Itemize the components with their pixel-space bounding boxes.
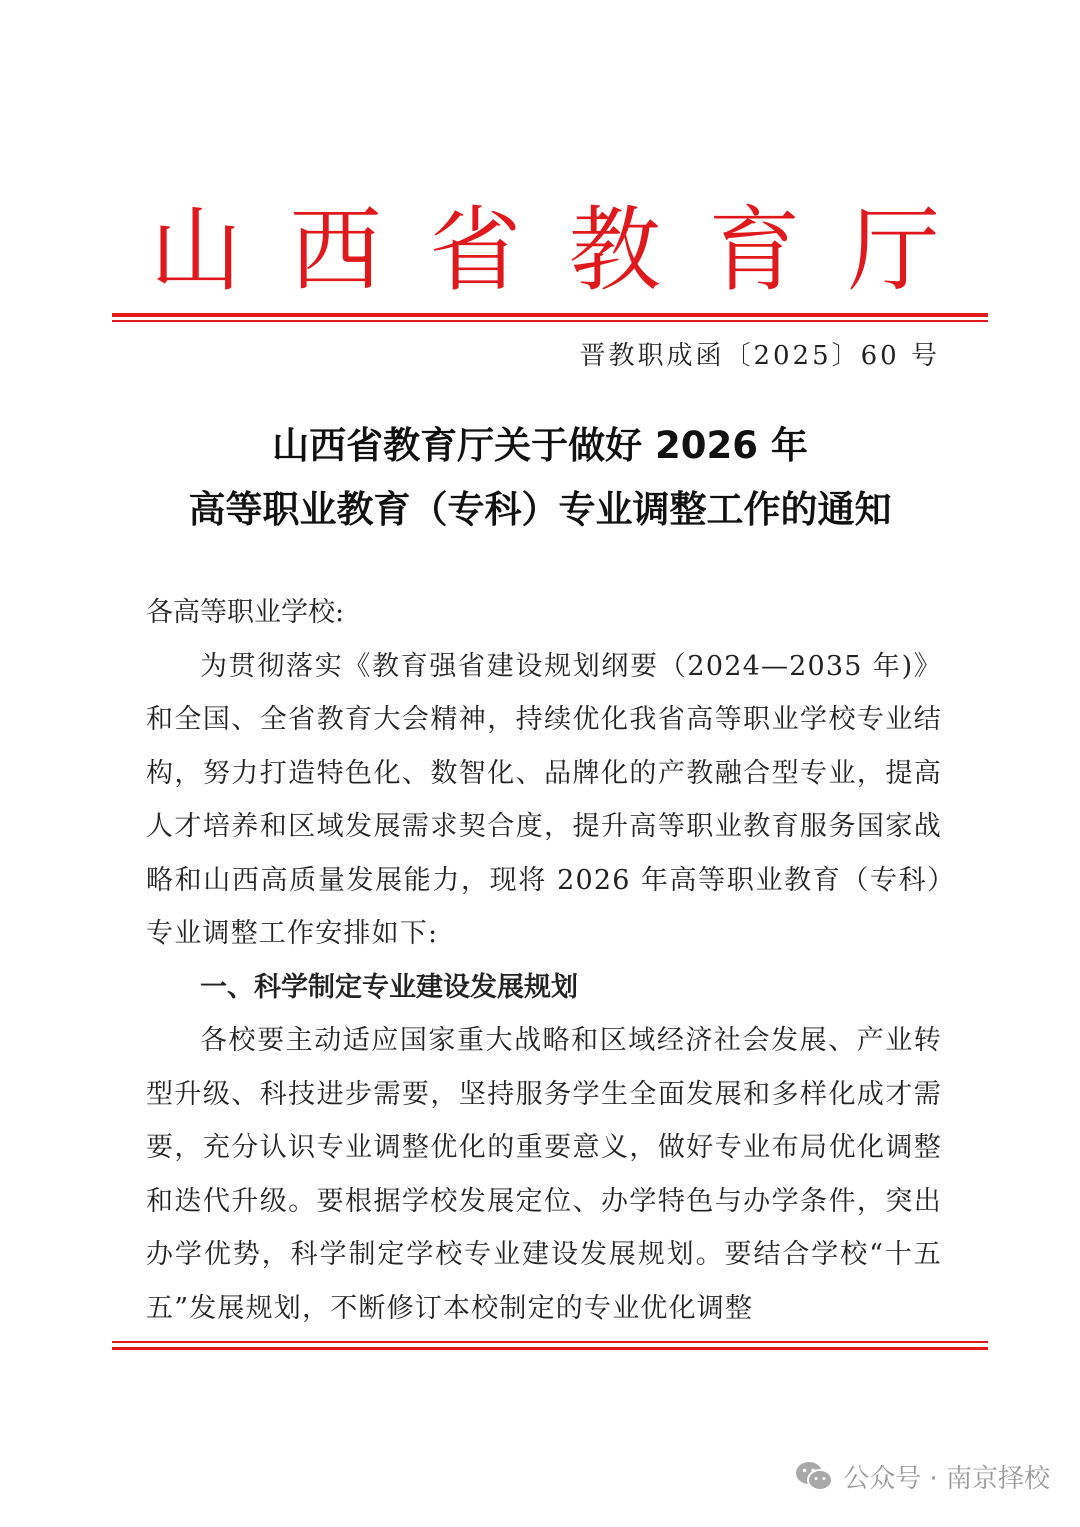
document-number: 晋教职成函〔2025〕60 号 bbox=[579, 341, 940, 371]
issuing-authority-header bbox=[150, 196, 940, 306]
paragraph-section-1: 各校要主动适应国家重大战略和区域经济社会发展、产业转型升级、科技进步需要，坚持服务学生全面发展和多样化成才需要，充分认识专业调整优化的重要意义，做好专业布局优化调整和迭代升级。要根据学校发展定位、办学特色与办学条件，突出办学优势，科学制定学校专业建设发展规划。要结合学校“十五五”发展规划，不断修订本校制定的专业优化调整 bbox=[146, 1025, 942, 1324]
header-red-divider bbox=[112, 313, 988, 322]
footer-red-divider bbox=[112, 1341, 988, 1350]
watermark-text: 公众号 · 南京择校 bbox=[843, 1464, 1050, 1494]
title-line-2: 高等职业教育（专科）专业调整工作的通知 bbox=[188, 488, 892, 531]
wechat-icon bbox=[795, 1461, 833, 1493]
title-line-1: 山西省教育厅关于做好 2026 年 bbox=[272, 424, 808, 467]
section-heading-1: 一、科学制定专业建设发展规划 bbox=[200, 971, 578, 1003]
header-char: 山 bbox=[150, 197, 243, 304]
document-title bbox=[100, 414, 980, 542]
watermark bbox=[795, 1458, 1050, 1495]
header-char: 省 bbox=[429, 197, 522, 304]
header-char: 育 bbox=[708, 197, 801, 304]
salutation: 各高等职业学校: bbox=[146, 597, 345, 628]
header-char: 教 bbox=[568, 197, 661, 304]
header-char: 西 bbox=[289, 197, 382, 304]
document-body bbox=[146, 586, 942, 1335]
header-char: 厅 bbox=[847, 197, 940, 304]
paragraph-intro: 为贯彻落实《教育强省建设规划纲要（2024—2035 年)》和全国、全省教育大会精神，持续优化我省高等职业学校专业结构，努力打造特色化、数智化、品牌化的产教融合型专业，提高人才培养和区域发展需求契合度，提升高等职业教育服务国家战略和山西高质量发展能力，现将 2026 年高等职业教育（专科）专业调整工作安排如下: bbox=[146, 650, 942, 949]
